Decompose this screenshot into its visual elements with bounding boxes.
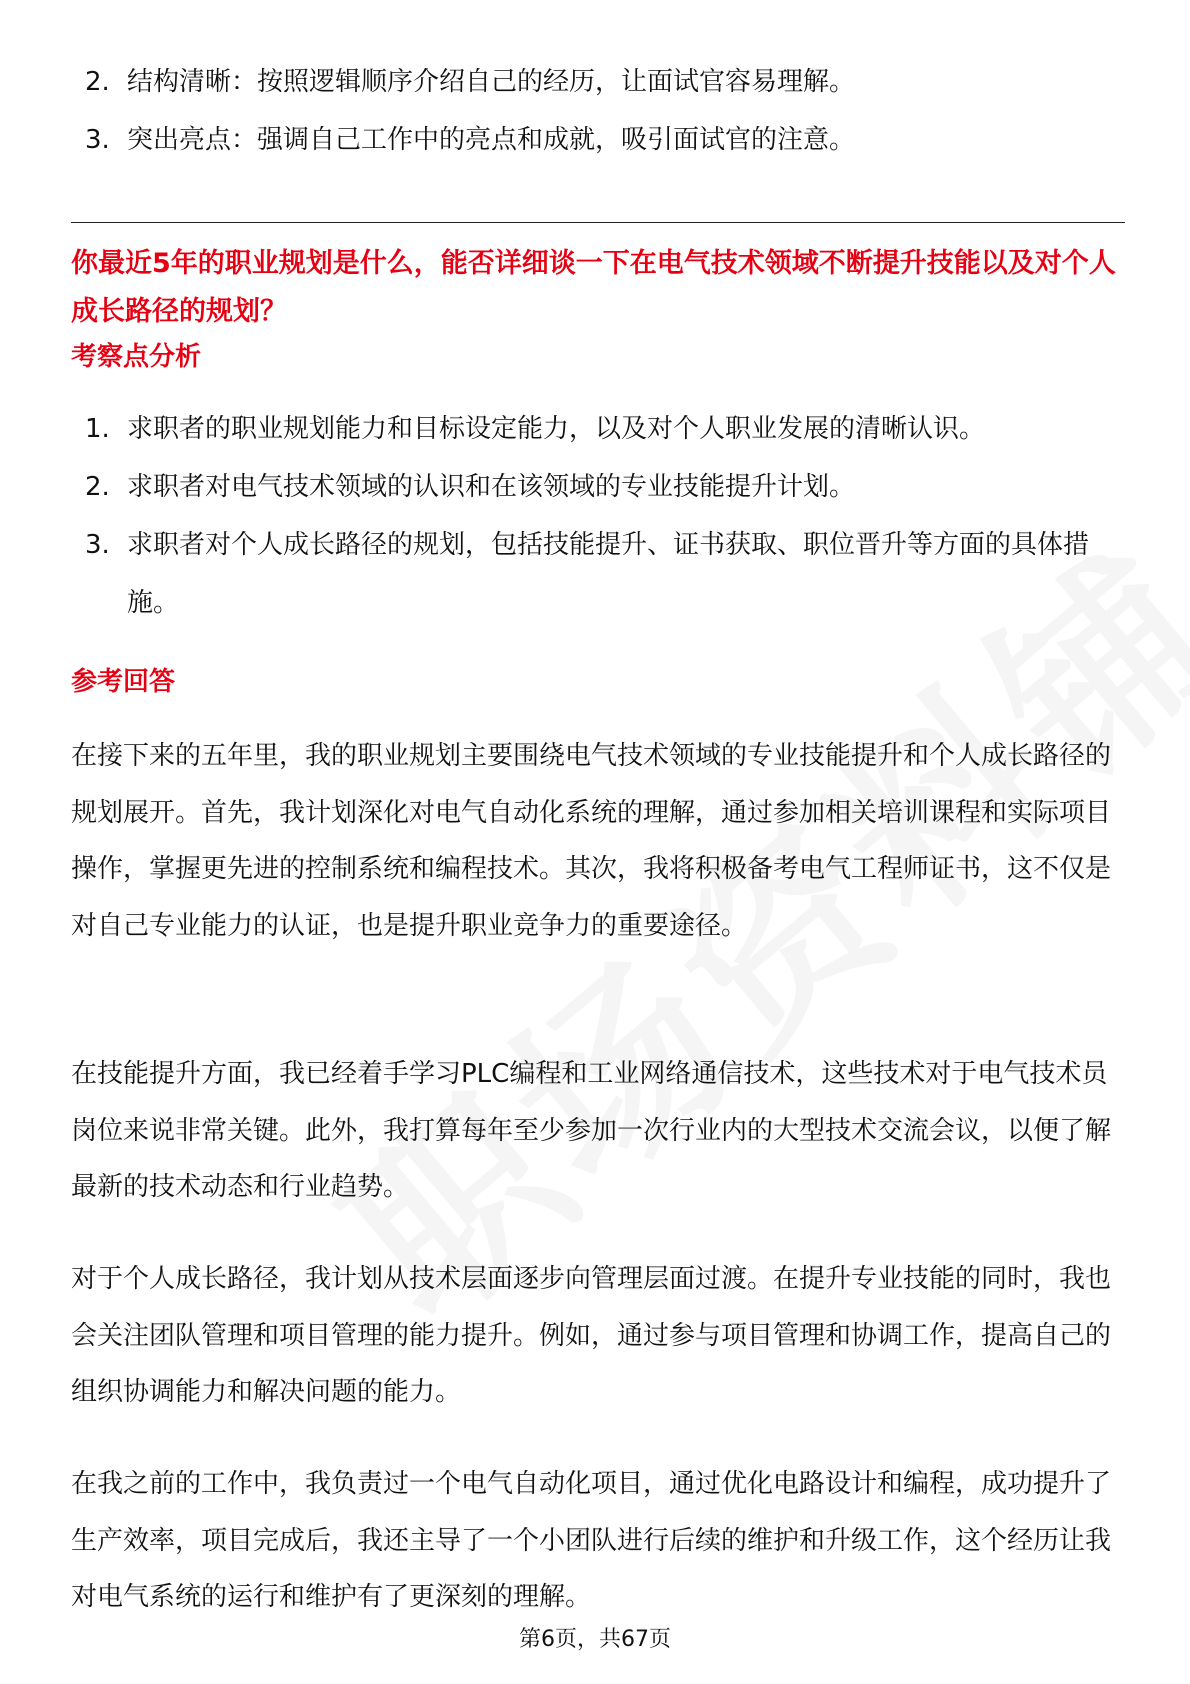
list-number: 2. xyxy=(85,472,110,502)
analysis-heading: 考察点分析 xyxy=(71,342,202,372)
list-number: 3. xyxy=(85,530,110,560)
interview-question: 你最近5年的职业规划是什么，能否详细谈一下在电气技术领域不断提升技能以及对个人成长路径的规划？ xyxy=(71,248,1116,327)
list-number: 1. xyxy=(85,414,110,444)
answer-paragraph: 对于个人成长路径，我计划从技术层面逐步向管理层面过渡。在提升专业技能的同时，我也会关注团队管理和项目管理的能力提升。例如，通过参与项目管理和协调工作，提高自己的组织协调能力和解决问题的能力。 xyxy=(71,1264,1112,1407)
page-number-footer: 第6页，共67页 xyxy=(519,1627,671,1652)
list-text: 求职者的职业规划能力和目标设定能力，以及对个人职业发展的清晰认识。 xyxy=(127,414,986,444)
answer-paragraph: 在技能提升方面，我已经着手学习PLC编程和工业网络通信技术，这些技术对于电气技术员岗位来说非常关键。此外，我打算每年至少参加一次行业内的大型技术交流会议，以便了解最新的技术动态和行业趋势。 xyxy=(71,1059,1112,1202)
list-text: 结构清晰：按照逻辑顺序介绍自己的经历，让面试官容易理解。 xyxy=(127,67,856,97)
list-item xyxy=(85,111,1125,169)
list-text: 突出亮点：强调自己工作中的亮点和成就，吸引面试官的注意。 xyxy=(127,125,856,155)
continued-list xyxy=(85,53,1125,169)
list-text: 求职者对个人成长路径的规划，包括技能提升、证书获取、职位晋升等方面的具体措施。 xyxy=(127,530,1090,618)
list-item xyxy=(85,400,1125,458)
list-item xyxy=(85,458,1125,516)
analysis-list xyxy=(85,400,1125,632)
list-item xyxy=(85,516,1125,632)
answer-heading: 参考回答 xyxy=(71,667,176,697)
answer-paragraph: 在我之前的工作中，我负责过一个电气自动化项目，通过优化电路设计和编程，成功提升了生产效率，项目完成后，我还主导了一个小团队进行后续的维护和升级工作，这个经历让我对电气系统的运行和维护有了更深刻的理解。 xyxy=(71,1469,1112,1612)
list-item xyxy=(85,53,1125,111)
list-number: 3. xyxy=(85,125,110,155)
answer-paragraph: 在接下来的五年里，我的职业规划主要围绕电气技术领域的专业技能提升和个人成长路径的规划展开。首先，我计划深化对电气自动化系统的理解，通过参加相关培训课程和实际项目操作，掌握更先进的控制系统和编程技术。其次，我将积极备考电气工程师证书，这不仅是对自己专业能力的认证，也是提升职业竞争力的重要途径。 xyxy=(71,741,1112,941)
section-divider xyxy=(71,222,1125,223)
list-number: 2. xyxy=(85,67,110,97)
list-text: 求职者对电气技术领域的认识和在该领域的专业技能提升计划。 xyxy=(127,472,856,502)
